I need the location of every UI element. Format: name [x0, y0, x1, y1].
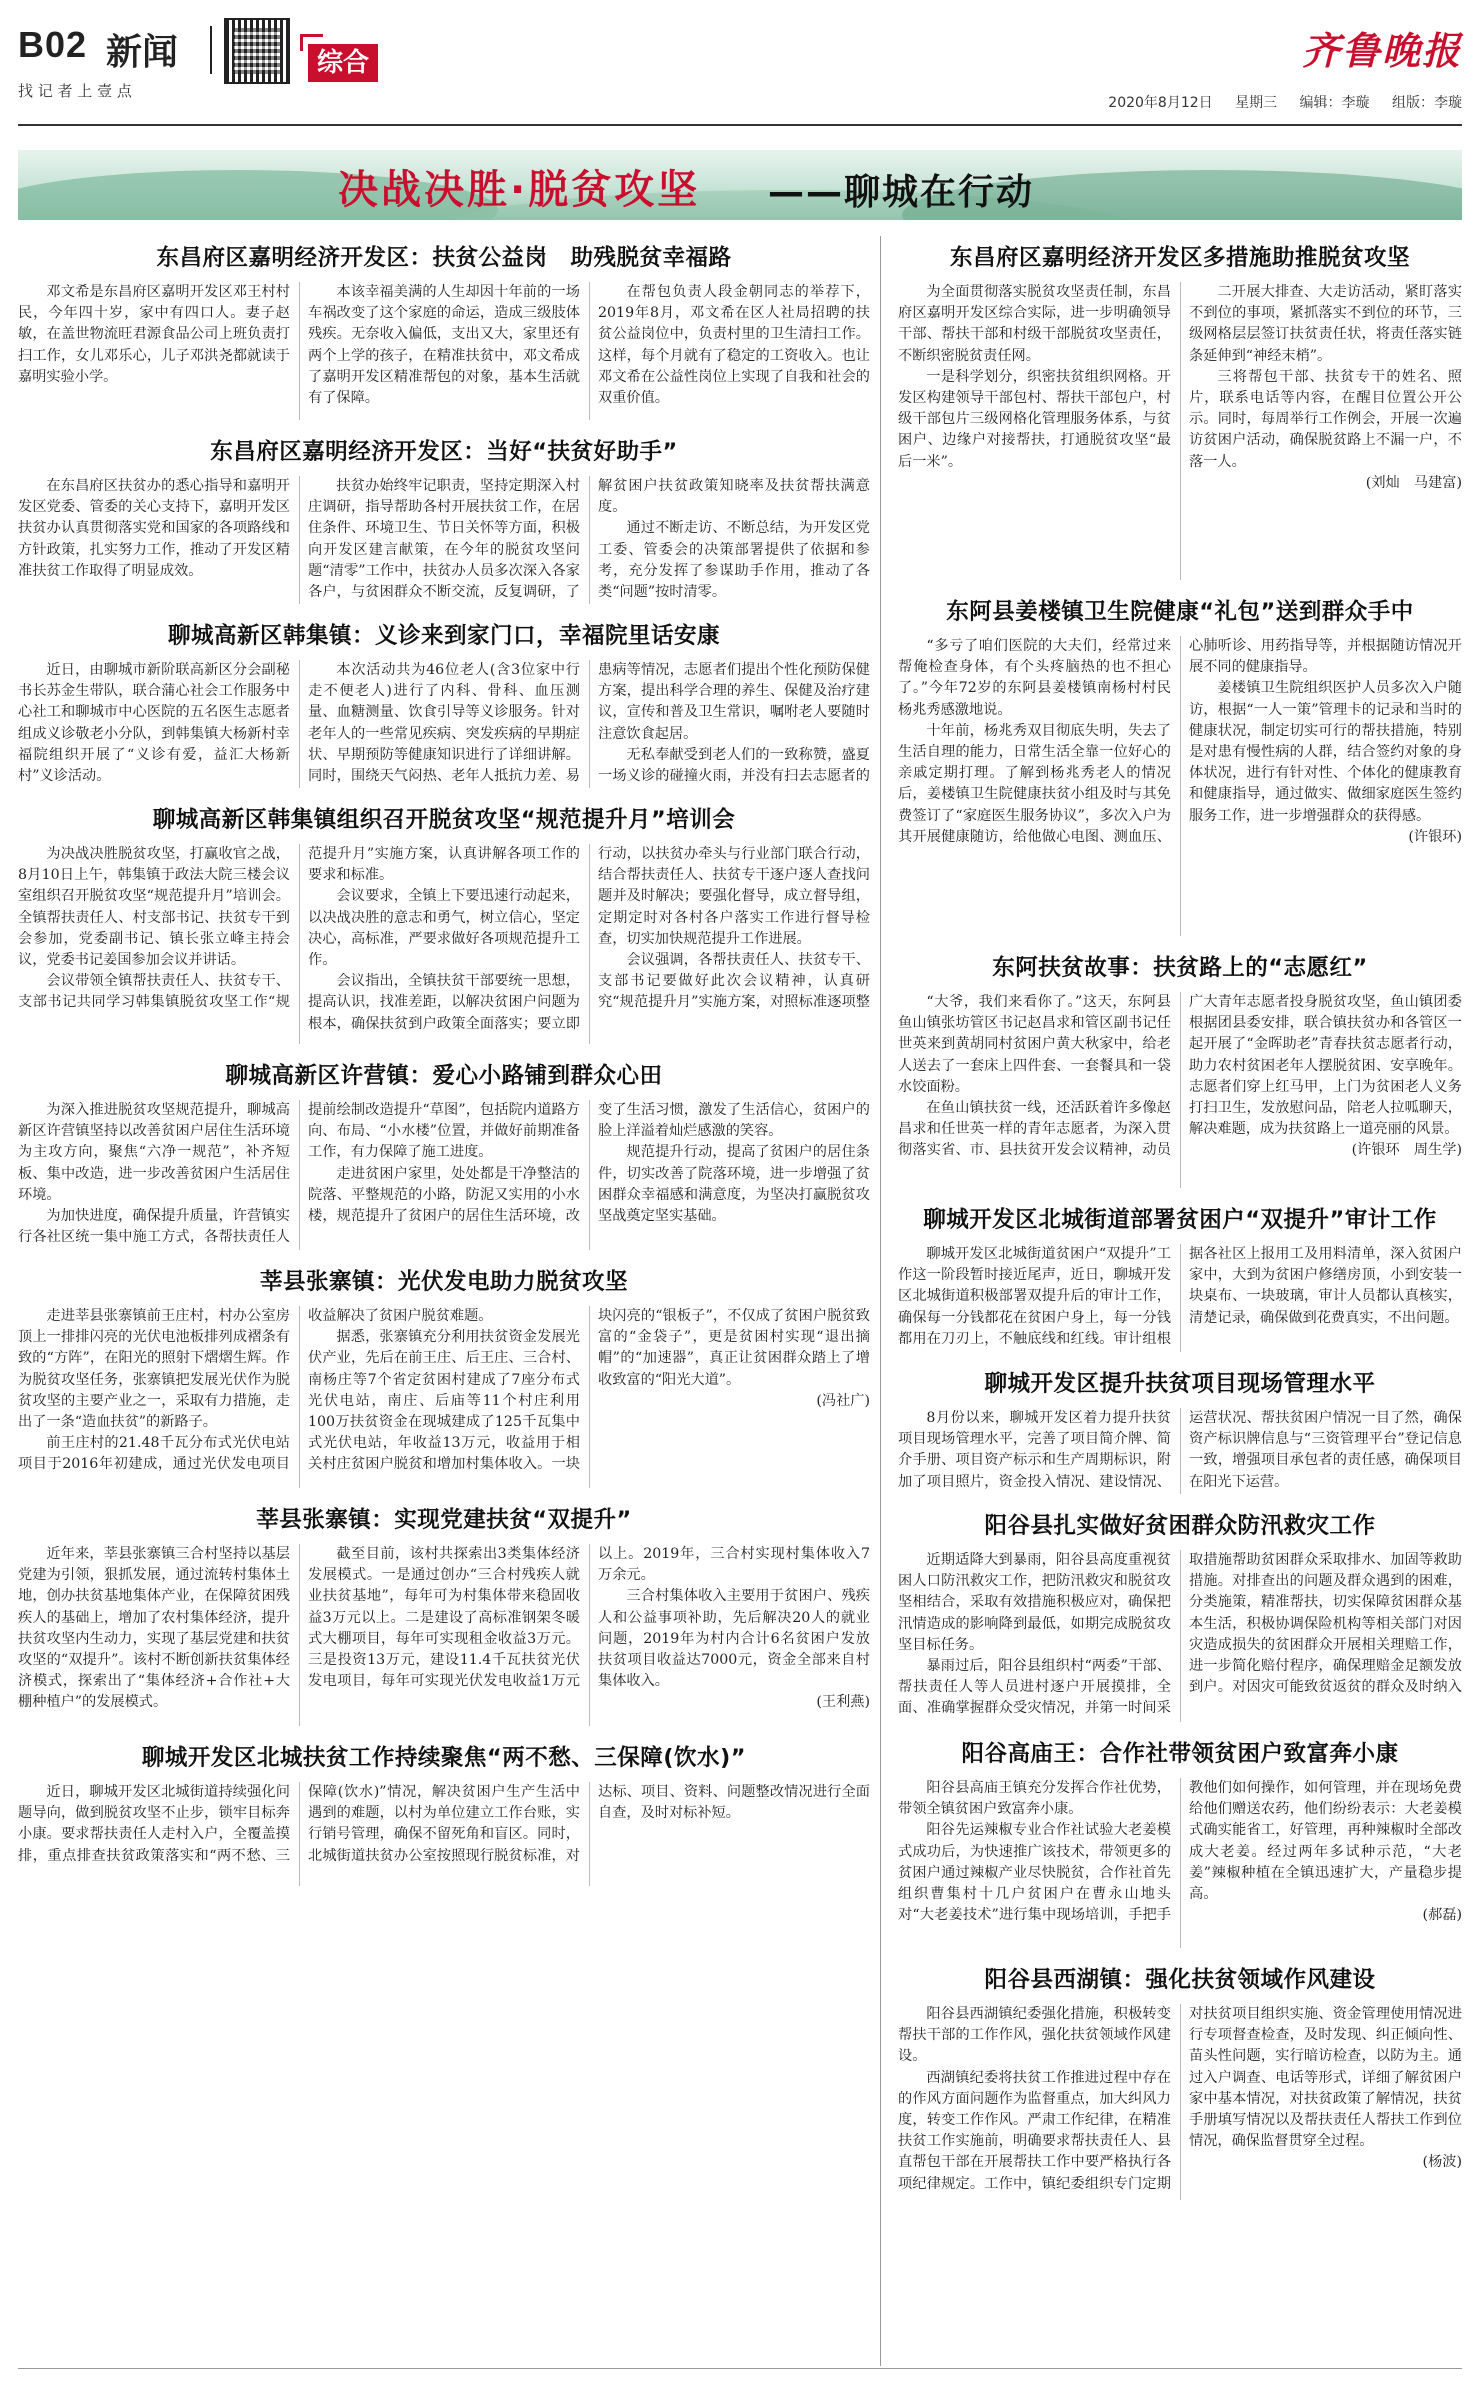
article-body	[18, 1544, 870, 1726]
issue-designer: 组版：李璇	[1392, 95, 1462, 111]
article	[18, 434, 870, 604]
article-paragraph: 会议要求，全镇上下要迅速行动起来，以决战决胜的意志和勇气，树立信心，坚定决心，高标准，严要求做好各项规范提升工作。	[308, 888, 580, 969]
article-paragraph: 规范提升行动，提高了贫困户的居住条件，切实改善了院落环境，进一步增强了贫困群众幸福感和满意度，为坚决打赢脱贫攻坚战奠定坚实基础。	[598, 1144, 870, 1225]
article-paragraph: 二开展大排查、大走访活动，紧盯落实不到位的事项，紧抓落实不到位的环节，三级网格层层签订扶贫责任状，将责任落实链条延伸到“神经末梢”。	[1189, 284, 1462, 364]
article-body	[898, 282, 1462, 580]
article	[18, 1264, 870, 1488]
article-headline: 东昌府区嘉明经济开发区多措施助推脱贫攻坚	[949, 245, 1410, 271]
article-paragraph: 走进贫困户家里，处处都是干净整洁的院落、平整规范的小路，防泥又实用的小水楼，规范提升了贫困户的居住生活环境，改变了生活习惯，激发了生活信心，贫困户的脸上洋溢着灿烂感激的笑容。	[308, 1102, 870, 1225]
article-paragraph: 聊城开发区北城街道贫困户“双提升”工作这一阶段暂时接近尾声，近日，聊城开发区北城街道积极部署双提升后的审计工作，确保每一分钱都花在贫困户身上，每一分钱都用在刀刃上，不触底线和红线。审计组根据各社区上报用工及用料清单，深入贫困户家中，大到为贫困户修缮房顶，小到安装一块桌布、一块玻璃，审计人员都认真核实，清楚记录，确保做到花费真实，不出问题。	[898, 1246, 1462, 1347]
article-byline: (杨波)	[1422, 2154, 1462, 2171]
article-paragraph: 近期适降大到暴雨，阳谷县高度重视贫困人口防汛救灾工作，把防汛救灾和脱贫攻坚相结合，采取有效措施积极应对，确保把汛情造成的影响降到最低，如期完成脱贫攻坚目标任务。	[898, 1552, 1171, 1653]
article-byline: (冯社广)	[816, 1392, 870, 1409]
article-paragraph: 扶贫办始终牢记职责，坚持定期深入村庄调研，指导帮助各村开展扶贫工作，在居住条件、环境卫生、节日关怀等方面，积极向开发区建言献策，在今年的脱贫攻坚问题“清零”工作中，扶贫办人员多次深入各家各户，与贫困群众不断交流，反复调研，了解贫困户扶贫政策知晓率及扶贫帮扶满意度。	[308, 478, 870, 601]
article-body	[898, 1778, 1462, 1948]
article-paragraph: 截至目前，该村共探索出3类集体经济发展模式。一是通过创办“三合村残疾人就业扶贫基地”，每年可为村集体带来稳固收益3万元以上。二是建设了高标准钢架冬暖式大棚项目，每年可实现租金收益3万元。三是投资13万元，建设11.4千瓦扶贫光伏发电项目，每年可实现光伏发电收益1万元以上。2019年，三合村实现村集体收入7万余元。	[308, 1546, 870, 1690]
article-headline: 聊城高新区韩集镇：义诊来到家门口，幸福院里话安康	[167, 623, 720, 649]
article	[18, 618, 870, 788]
article-paragraph: 在帮包负责人段金朝同志的举荐下，2019年8月，邓文希在区人社局招聘的扶贫公益岗位中，负责村里的卫生清扫工作。这样，每个月就有了稳定的工资收入。也让邓文希在公益性岗位上实现了自我和社会的双重价值。	[598, 284, 870, 407]
article-paragraph: 阳谷先运辣椒专业合作社试验大老姜模式成功后，为快速推广该技术，带领更多的贫困户通过辣椒产业尽快脱贫，合作社首先组织曹集村十几户贫困户在曹永山地头对“大老姜技术”进行集中现场培训，手把手教他们如何操作，如何管理，并在现场免费给他们赠送农药，他们纷纷表示：大老姜模式确实能省工，好管理，再种辣椒时全部改成大老姜。经过两年多试种示范，“大老姜”辣椒种植在全镇迅速扩大，产量稳步提高。	[898, 1780, 1462, 1924]
banner-title: 决战决胜·脱贫攻坚	[338, 167, 701, 213]
article	[898, 1202, 1462, 1352]
article-paragraph: 会议带领全镇帮扶责任人、扶贫专干、支部书记共同学习韩集镇脱贫攻坚工作“规范提升月”实施方案，认真讲解各项工作的要求和标准。	[18, 846, 580, 1011]
article-paragraph: 近年来，莘县张寨镇三合村坚持以基层党建为引领，狠抓发展，通过流转村集体土地，创办扶贫基地集体产业，在保障贫困残疾人的基础上，增加了农村集体经济，提升扶贫攻坚内生动力，实现了基层党建和扶贫攻坚的“双提升”。该村不断创新扶贫集体经济模式，探索出了“集体经济+合作社+大棚种植户”的发展模式。	[18, 1546, 290, 1711]
article-headline: 聊城高新区许营镇：爱心小路铺到群众心田	[225, 1063, 663, 1089]
article-paragraph: 通过不断走访、不断总结，为开发区党工委、管委会的决策部署提供了依据和参考，充分发挥了参谋助手作用，推动了各类“问题”按时清零。	[598, 520, 870, 601]
article-body	[18, 1306, 870, 1488]
article-body	[18, 282, 870, 420]
article-paragraph: 近日，聊城开发区北城街道持续强化问题导向，做到脱贫攻坚不止步，锁牢目标奔小康。要求帮扶责任人走村入户，全覆盖摸排，重点排查扶贫政策落实和“两不愁、三保障(饮水)”情况，解决贫困户生产生活中遇到的难题，以村为单位建立工作台账，实行销号管理，确保不留死角和盲区。同时，北城街道扶贫办公室按照现行脱贫标准，对达标、项目、资料、问题整改情况进行全面自查，及时对标补短。	[18, 1784, 870, 1864]
article-headline: 东阿扶贫故事：扶贫路上的“志愿红”	[992, 955, 1368, 981]
article-headline: 东昌府区嘉明经济开发区：扶贫公益岗 助残脱贫幸福路	[156, 245, 732, 271]
article-headline: 阳谷高庙王：合作社带领贫困户致富奔小康	[961, 1741, 1399, 1767]
article-headline: 聊城开发区北城扶贫工作持续聚焦“两不愁、三保障(饮水)”	[141, 1745, 747, 1771]
article-paragraph: 西湖镇纪委将扶贫工作推进过程中存在的作风方面问题作为监督重点，加大纠风力度，转变工作作风。严肃工作纪律，在精准扶贫工作实施前，明确要求帮扶责任人、县直帮包干部在开展帮扶工作中要严格执行各项纪律规定。工作中，镇纪委组织专门定期对扶贫项目组织实施、资金管理使用情况进行专项督查检查，及时发现、纠正倾向性、苗头性问题，实行暗访检查，以防为主。通过入户调查、电话等形式，详细了解贫困户家中基本情况，对扶贫政策了解情况，扶贫手册填写情况以及帮扶责任人帮扶工作到位情况，确保监督贯穿全过程。	[898, 2006, 1462, 2192]
article	[898, 240, 1462, 580]
article-body	[18, 1782, 870, 1886]
article-paragraph: 为深入推进脱贫攻坚规范提升，聊城高新区许营镇坚持以改善贫困户居住生活环境为主攻方向，聚焦“六净一规范”，补齐短板、集中改造，进一步改善贫困户生活居住环境。	[18, 1102, 290, 1203]
article-body	[18, 660, 870, 788]
qr-code-icon	[224, 18, 290, 84]
article-paragraph: 前王庄村的21.48千瓦分布式光伏电站项目于2016年初建成，通过光伏发电项目收益解决了贫困户脱贫难题。	[18, 1308, 493, 1473]
page-number: B02	[18, 24, 88, 65]
article-headline: 阳谷县西湖镇：强化扶贫领域作风建设	[984, 1967, 1376, 1993]
column-divider	[880, 236, 881, 2366]
right-column	[898, 240, 1462, 2370]
article-paragraph: 阳谷县西湖镇纪委强化措施，积极转变帮扶干部的工作作风，强化扶贫领域作风建设。	[898, 2006, 1171, 2065]
page-header	[18, 14, 1462, 114]
article	[898, 1962, 1462, 2200]
article-byline: (王利燕)	[816, 1694, 870, 1711]
article-paragraph: 阳谷县高庙王镇充分发挥合作社优势，带领全镇贫困户致富奔小康。	[898, 1780, 1171, 1818]
article-paragraph: 为决战决胜脱贫攻坚，打赢收官之战，8月10日上午，韩集镇于政法大院三楼会议室组织召开脱贫攻坚“规范提升月”培训会。全镇帮扶责任人、村支部书记、扶贫专干到会参加，党委副书记、镇长张立峰主持会议，党委书记姜国参加会议并讲话。	[18, 846, 290, 969]
article	[898, 594, 1462, 936]
article-paragraph: 为加快进度，确保提升质量，许营镇实行各社区统一集中施工方式，各帮扶责任人提前绘制改造提升“草图”，包括院内道路方向、布局、“小水楼”位置，并做好前期准备工作，有力保障了施工进度。	[18, 1102, 580, 1246]
article-paragraph: 姜楼镇卫生院组织医护人员多次入户随访，根据“一人一策”管理卡的记录和当时的健康状况，制定切实可行的帮扶措施，特别是对患有慢性病的人群，结合签约对象的身体状况，进行有针对性、个体化的健康教育和健康指导，通过做实、做细家庭医生签约服务工作，进一步增强群众的获得感。	[1189, 680, 1462, 824]
reporter-contact: 找 记 者 上 壹 点	[18, 82, 132, 100]
article-byline: (刘灿 马建富)	[1365, 474, 1462, 491]
feature-banner	[18, 150, 1462, 220]
article-body	[898, 636, 1462, 936]
article-paragraph: 暴雨过后，阳谷县组织村“两委”干部、帮扶责任人等人员进村逐户开展摸排，全面、准确掌握群众受灾情况，并第一时间采取措施帮助贫困群众采取排水、加固等救助措施。对排查出的问题及群众遇到的困难，分类施策，精准帮扶，切实保障贫困群众基本生活，积极协调保险机构等相关部门对因灾造成损失的贫困群众开展相关理赔工作，进一步简化赔付程序，确保理赔金足额发放到户。对因灾可能致贫返贫的群众及时纳入	[898, 1552, 1462, 1717]
article-paragraph: 会议强调，各帮扶责任人、扶贫专干、支部书记要做好此次会议精神，认真研究“规范提升月”实施方案，对照标准逐项整	[598, 952, 870, 1011]
article	[898, 1366, 1462, 1494]
article-headline: 东昌府区嘉明经济开发区：当好“扶贫好助手”	[210, 439, 678, 465]
article-paragraph: 8月份以来，聊城开发区着力提升扶贫项目现场管理水平，完善了项目简介牌、简介手册、项目资产标示和生产周期标识，附加了项目照片，资金投入情况、建设情况、运营状况、帮扶贫困户情况一目了然，确保资产标识牌信息与“三资管理平台”登记信息一致，增强项目承包者的责任感，确保项目在阳光下运营。	[898, 1410, 1462, 1490]
article-headline: 莘县张寨镇：光伏发电助力脱贫攻坚	[259, 1269, 628, 1295]
article-paragraph: 在鱼山镇扶贫一线，还活跃着许多像赵昌求和任世英一样的青年志愿者，为深入贯彻落实省、市、县扶贫开发会议精神，动员广大青年志愿者投身脱贫攻坚，鱼山镇团委根据团县委安排，联合镇扶贫办和各管区一起开展了“金晖助老”青春扶贫志愿者行动，助力农村贫困老年人摆脱贫困、安享晚年。志愿者们穿上红马甲，上门为贫困老人义务打扫卫生，发放慰问品，陪老人拉呱聊天，解决难题，成为扶贫路上一道亮丽的风景。	[898, 994, 1462, 1159]
article-headline: 莘县张寨镇：实现党建扶贫“双提升”	[256, 1507, 632, 1533]
article-paragraph: 走进莘县张寨镇前王庄村，村办公室房顶上一排排闪亮的光伏电池板排列成褶条有致的“方阵”，在阳光的照射下熠熠生辉。作为脱贫攻坚任务，张寨镇把发展光伏作为脱贫攻坚的主要产业之一，采取有力措施，走出了一条“造血扶贫”的新路子。	[18, 1308, 290, 1431]
article-paragraph: 本次活动共为46位老人(含3位家中行走不便老人)进行了内科、骨科、血压测量、血糖测量、饮食引导等义诊服务。针对老年人的一些常见疾病、突发疾病的早期症状、早期预防等健康知识进行了详细讲解。同时，围绕天气闷热、老年人抵抗力差、易患病等情况，志愿者们提出个性化预防保健方案，提出科学合理的养生、保健及治疗建议，宣传和普及卫生常识，嘱咐老人要随时注意饮食起居。	[308, 662, 870, 785]
article-paragraph: “大爷，我们来看你了。”这天，东阿县鱼山镇张坊管区书记赵昌求和管区副书记任世英来到黄胡同村贫困户黄大秋家中，给老人送去了一套床上四件套、一套餐具和一袋水饺面粉。	[898, 994, 1171, 1095]
article	[18, 1502, 870, 1726]
article-headline: 阳谷县扎实做好贫困群众防汛救灾工作	[984, 1513, 1376, 1539]
article-body	[18, 1100, 870, 1250]
article	[18, 1058, 870, 1250]
section-name: 新闻	[106, 32, 179, 73]
article-paragraph: “多亏了咱们医院的大夫们，经常过来帮俺检查身体，有个头疼脑热的也不担心了。”今年72岁的东阿县姜楼镇南杨村村民杨兆秀感激地说。	[898, 638, 1171, 718]
article	[898, 1508, 1462, 1722]
article	[18, 802, 870, 1044]
newspaper-logo: 齐鲁晚报	[1301, 28, 1462, 73]
article-paragraph: 本该幸福美满的人生却因十年前的一场车祸改变了这个家庭的命运，造成三级肢体残疾。无奈收入偏低，支出又大，家里还有两个上学的孩子，在精准扶贫中，邓文希成了嘉明开发区精准帮包的对象，基本生活就有了保障。	[308, 284, 580, 407]
article-paragraph: 三合村集体收入主要用于贫困户、残疾人和公益事项补助，先后解决20人的就业问题，2019年为村内合计6名贫困户发放扶贫项目收益达7000元，资金全部来自村集体收入。	[598, 1588, 870, 1690]
article-headline: 聊城开发区提升扶贫项目现场管理水平	[984, 1371, 1376, 1397]
article-body	[898, 1408, 1462, 1494]
article-byline: (许银环 周生学)	[1351, 1142, 1462, 1159]
issue-weekday: 星期三	[1235, 95, 1278, 111]
section-tag: 综合	[308, 44, 378, 82]
article-paragraph: 据悉，张寨镇充分利用扶贫资金发展光伏产业，先后在前王庄、后王庄、三合村、南杨庄等7个省定贫困村建成了7座分布式光伏电站，南庄、后庙等11个村庄利用100万扶贫资金在现城建成了125千瓦集中式光伏电站，年收益13万元，收益用于相关村庄贫困户脱贫和增加村集体收入。一块块闪亮的“银板子”，不仅成了贫困户脱贫致富的“金袋子”，更是贫困村实现“退出摘帽”的“加速器”，真正让贫困群众踏上了增收致富的“阳光大道”。	[308, 1308, 870, 1473]
article-paragraph: 会议指出，全镇扶贫干部要统一思想，提高认识，找准差距，以解决贫困户问题为根本，确保扶贫到户政策全面落实；要立即行动，以扶贫办牵头与行业部门联合行动，结合帮扶责任人、扶贫专干逐户逐人查找问题并及时解决；要强化督导，成立督导组，定期定时对各村各户落实工作进行督导检查，切实加快规范提升工作进展。	[308, 846, 870, 1032]
article-paragraph: 邓文希是东昌府区嘉明开发区邓王村村民，今年四十岁，家中有四口人。妻子赵敏，在盖世物流旺君源食品公司上班负责打扫工作，女儿邓乐心，儿子邓洪尧都就读于嘉明实验小学。	[18, 284, 290, 385]
article-paragraph: 无私奉献受到老人们的一致称赞，盛夏一场义诊的碰撞火雨，并没有扫去志愿者的	[598, 746, 870, 785]
article-headline: 聊城开发区北城街道部署贫困户“双提升”审计工作	[923, 1207, 1437, 1233]
article-paragraph: 近日，由聊城市新阶联高新区分会副秘书长苏金生带队，联合蒲心社会工作服务中心社工和聊城市中心医院的五名医生志愿者组成义诊敬老小分队，到韩集镇大杨新村幸福院组织开展了“义诊有爱，益汇大杨新村”义诊活动。	[18, 662, 290, 785]
footer-rule	[18, 2368, 1462, 2369]
article	[18, 240, 870, 420]
article-paragraph: 一是科学划分，织密扶贫组织网格。开发区构建领导干部包村、帮扶干部包户，村级干部包片三级网格化管理服务体系，与贫困户、边缘户对接帮扶，打通脱贫攻坚“最后一米”。	[898, 368, 1171, 470]
header-divider	[210, 26, 212, 74]
article-byline: (许银环)	[1408, 828, 1462, 845]
article-headline: 聊城高新区韩集镇组织召开脱贫攻坚“规范提升月”培训会	[152, 807, 736, 833]
article-paragraph: 十年前，杨兆秀双目彻底失明，失去了生活自理的能力，日常生活全靠一位好心的亲戚定期打理。了解到杨兆秀老人的情况后，姜楼镇卫生院健康扶贫小组及时与其免费签订了“家庭医生服务协议”，多次入户为其开展健康随访，给他做心电图、测血压、心肺听诊、用药指导等，并根据随访情况开展不同的健康指导。	[898, 638, 1462, 845]
article	[898, 1736, 1462, 1948]
article-headline: 东阿县姜楼镇卫生院健康“礼包”送到群众手中	[946, 599, 1414, 625]
article-body	[18, 844, 870, 1044]
article	[18, 1740, 870, 1886]
article-body	[898, 1244, 1462, 1352]
article-body	[898, 1550, 1462, 1722]
article-paragraph: 三将帮包干部、扶贫专干的姓名、照片，联系电话等内容，在醒目位置公开公示。同时，每周举行工作例会，开展一次遍访贫困户活动，确保脱贫路上不漏一户，不落一人。	[1189, 368, 1462, 470]
article-body	[898, 992, 1462, 1188]
article-paragraph: 在东昌府区扶贫办的悉心指导和嘉明开发区党委、管委的关心支持下，嘉明开发区扶贫办认真贯彻落实党和国家的各项路线和方针政策，扎实努力工作，推动了开发区精准扶贫工作取得了明显成效。	[18, 478, 290, 579]
article-body	[18, 476, 870, 604]
article	[898, 950, 1462, 1188]
issue-date: 2020年8月12日	[1108, 95, 1213, 111]
left-column	[18, 240, 870, 2370]
issue-editor: 编辑：李璇	[1299, 95, 1370, 111]
header-rule	[18, 124, 1462, 126]
issue-meta	[1090, 92, 1462, 112]
article-paragraph: 为全面贯彻落实脱贫攻坚责任制，东昌府区嘉明开发区综合实际，进一步明确领导干部、帮扶干部和村级干部脱贫攻坚责任，不断织密脱贫责任网。	[898, 284, 1171, 364]
article-body	[898, 2004, 1462, 2200]
banner-subtitle: ——聊城在行动	[768, 172, 1035, 213]
article-byline: (郝磊)	[1422, 1907, 1462, 1924]
